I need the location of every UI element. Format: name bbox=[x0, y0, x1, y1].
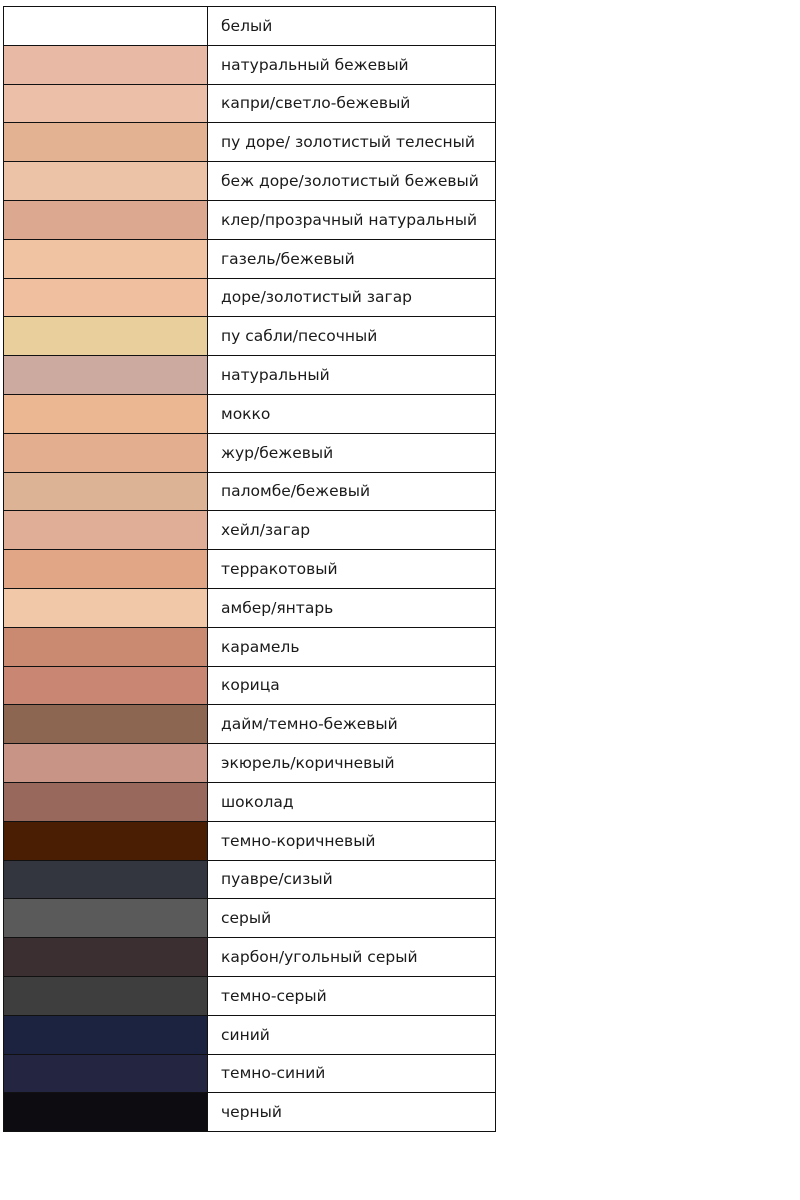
color-swatch-cell bbox=[4, 938, 208, 977]
color-name: синий bbox=[208, 1015, 496, 1054]
table-row bbox=[4, 588, 496, 627]
table-row bbox=[4, 666, 496, 705]
color-swatch-cell bbox=[4, 860, 208, 899]
color-name: натуральный bbox=[208, 356, 496, 395]
color-swatch-cell bbox=[4, 550, 208, 589]
table-row bbox=[4, 899, 496, 938]
table-row bbox=[4, 162, 496, 201]
color-swatch bbox=[4, 317, 207, 355]
table-row bbox=[4, 123, 496, 162]
table-row bbox=[4, 938, 496, 977]
color-swatch bbox=[4, 356, 207, 394]
color-swatch-cell bbox=[4, 976, 208, 1015]
table-row bbox=[4, 511, 496, 550]
table-row bbox=[4, 472, 496, 511]
color-swatch-cell bbox=[4, 899, 208, 938]
color-name: натуральный бежевый bbox=[208, 45, 496, 84]
color-name: пу сабли/песочный bbox=[208, 317, 496, 356]
color-swatch-cell bbox=[4, 239, 208, 278]
color-swatch bbox=[4, 822, 207, 860]
color-name: газель/бежевый bbox=[208, 239, 496, 278]
table-row bbox=[4, 433, 496, 472]
color-swatch bbox=[4, 899, 207, 937]
table-row bbox=[4, 744, 496, 783]
color-name: пу доре/ золотистый телесный bbox=[208, 123, 496, 162]
table-row bbox=[4, 860, 496, 899]
color-swatch-cell bbox=[4, 511, 208, 550]
color-swatch bbox=[4, 550, 207, 588]
color-name: серый bbox=[208, 899, 496, 938]
color-swatch bbox=[4, 783, 207, 821]
color-swatch-cell bbox=[4, 1015, 208, 1054]
color-name: беж доре/золотистый бежевый bbox=[208, 162, 496, 201]
color-swatch-cell bbox=[4, 162, 208, 201]
color-swatch bbox=[4, 162, 207, 200]
table-row bbox=[4, 1015, 496, 1054]
color-swatch bbox=[4, 201, 207, 239]
table-row bbox=[4, 356, 496, 395]
color-swatch bbox=[4, 46, 207, 84]
table-row bbox=[4, 200, 496, 239]
table-row bbox=[4, 550, 496, 589]
table-row bbox=[4, 7, 496, 46]
color-name: жур/бежевый bbox=[208, 433, 496, 472]
color-swatch bbox=[4, 279, 207, 317]
color-swatch bbox=[4, 473, 207, 511]
table-row bbox=[4, 627, 496, 666]
color-swatch-cell bbox=[4, 356, 208, 395]
color-swatch-table bbox=[3, 6, 496, 1132]
color-name: экюрель/коричневый bbox=[208, 744, 496, 783]
color-swatch-cell bbox=[4, 433, 208, 472]
color-swatch bbox=[4, 744, 207, 782]
table-row bbox=[4, 317, 496, 356]
table-row bbox=[4, 976, 496, 1015]
color-swatch-cell bbox=[4, 666, 208, 705]
color-name: мокко bbox=[208, 394, 496, 433]
color-swatch bbox=[4, 628, 207, 666]
color-swatch bbox=[4, 705, 207, 743]
color-swatch-cell bbox=[4, 394, 208, 433]
color-swatch bbox=[4, 1016, 207, 1054]
table-row bbox=[4, 1093, 496, 1132]
color-swatch bbox=[4, 240, 207, 278]
color-swatch bbox=[4, 667, 207, 705]
color-name: карамель bbox=[208, 627, 496, 666]
color-swatch-cell bbox=[4, 1093, 208, 1132]
color-name: шоколад bbox=[208, 782, 496, 821]
color-name: терракотовый bbox=[208, 550, 496, 589]
table-row bbox=[4, 84, 496, 123]
color-swatch-table-body bbox=[4, 7, 496, 1132]
color-name: клер/прозрачный натуральный bbox=[208, 200, 496, 239]
color-name: корица bbox=[208, 666, 496, 705]
color-swatch bbox=[4, 123, 207, 161]
color-name: пуавре/сизый bbox=[208, 860, 496, 899]
color-name: паломбе/бежевый bbox=[208, 472, 496, 511]
color-swatch bbox=[4, 1093, 207, 1131]
table-row bbox=[4, 821, 496, 860]
color-name: белый bbox=[208, 7, 496, 46]
color-name: дайм/темно-бежевый bbox=[208, 705, 496, 744]
color-swatch-cell bbox=[4, 588, 208, 627]
color-swatch-cell bbox=[4, 744, 208, 783]
color-swatch-cell bbox=[4, 200, 208, 239]
color-swatch bbox=[4, 7, 207, 45]
table-row bbox=[4, 782, 496, 821]
table-row bbox=[4, 394, 496, 433]
table-row bbox=[4, 1054, 496, 1093]
color-name: хейл/загар bbox=[208, 511, 496, 550]
color-name: черный bbox=[208, 1093, 496, 1132]
color-name: темно-серый bbox=[208, 976, 496, 1015]
color-swatch-cell bbox=[4, 472, 208, 511]
color-swatch-cell bbox=[4, 317, 208, 356]
color-swatch bbox=[4, 1055, 207, 1093]
color-swatch bbox=[4, 511, 207, 549]
color-swatch-cell bbox=[4, 1054, 208, 1093]
table-row bbox=[4, 239, 496, 278]
table-row bbox=[4, 45, 496, 84]
color-swatch-cell bbox=[4, 84, 208, 123]
table-row bbox=[4, 705, 496, 744]
color-name: капри/светло-бежевый bbox=[208, 84, 496, 123]
color-name: темно-синий bbox=[208, 1054, 496, 1093]
color-swatch bbox=[4, 938, 207, 976]
color-swatch bbox=[4, 861, 207, 899]
color-swatch-cell bbox=[4, 45, 208, 84]
color-swatch-cell bbox=[4, 627, 208, 666]
color-swatch bbox=[4, 589, 207, 627]
table-row bbox=[4, 278, 496, 317]
color-swatch bbox=[4, 395, 207, 433]
color-swatch-cell bbox=[4, 821, 208, 860]
color-name: карбон/угольный серый bbox=[208, 938, 496, 977]
color-swatch bbox=[4, 85, 207, 123]
color-swatch bbox=[4, 977, 207, 1015]
color-swatch-cell bbox=[4, 7, 208, 46]
color-name: темно-коричневый bbox=[208, 821, 496, 860]
color-name: амбер/янтарь bbox=[208, 588, 496, 627]
color-swatch-cell bbox=[4, 782, 208, 821]
color-swatch-cell bbox=[4, 705, 208, 744]
color-name: доре/золотистый загар bbox=[208, 278, 496, 317]
color-swatch bbox=[4, 434, 207, 472]
color-swatch-cell bbox=[4, 278, 208, 317]
color-swatch-cell bbox=[4, 123, 208, 162]
